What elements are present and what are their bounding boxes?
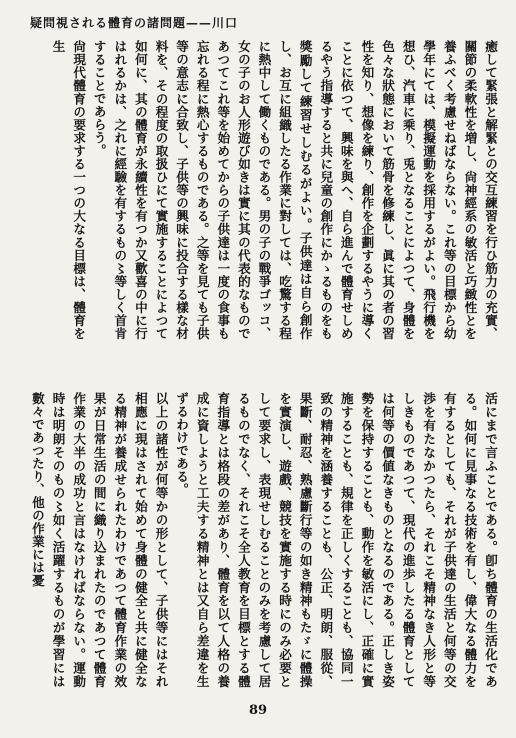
lower-vertical-text xyxy=(18,392,500,688)
paragraph: 活にまで言ふことである。卽ち體育の生活化である。如何に見事なる技術を有し、偉大なる體力を有するとしても、それが子供達の生活と何等の交渉を有たなかつたら、それこそ精神なき人形と等しきものであつて、現代の進歩したる體育としては何等の價値なきものとなるのである。正しき姿勢を保持することも、動作を敏活にし、正確に實施することも、規律を正しくすることも、協同一致の精神を涵養することも、公正、明朗、服從、果斷、耐忍、熟慮斷行等の如き精神もたゞに體操を實演し、遊戲、競技を實施する時にのみ必要として要求し、表現せしむることのみを考慮して居るものでなく、それこそ全人教育を目標とする體育指導とは格段の差があり、體育を以て人格の養成に資しようと工夫する精神とは又自ら差違を生ずるわけである。 xyxy=(174,392,498,688)
paragraph: 以上の諸性が何等かの形として、子供等にはそれ相應に現はされて始めて身體の健全と共に健全なる精神が養成せられたわけであつて體育作業の效果が日常生活の間に織り込まれたのであつて體育作業の大半の成功と言はなければならない。運動時は明朗そのもの〻如く活躍するものが學習には數々であつたり、他の作業には憂 xyxy=(29,392,169,688)
upper-vertical-text xyxy=(18,40,500,340)
paragraph: 癒して緊張と解緊との交互練習を行ひ筋力の充實、關節の柔軟性を増し、尙神經系の敏活と巧緻性とを養ふべく考慮せねばならない。これ等の目標から幼學年にては、模擬運動を採用するがよい。飛行機を想ひ、汽車に乘り、兎となることによつて、身體を色々な狀態において筋骨を修練し、眞に其の者の習性を知り、想像を練り、創作を企劃するやうに導くことに依つて、興味を與へ、自ら進んで體育せしめるやう指導すると共に兒童の創作にかゝるものをも獎勵して練習せしむるがよい。子供達は自ら創作し、お互に組織したる作業に對しては、吃驚する程に熱中して働くものである。男の子の戰爭ゴッコ、女の子のお人形遊び如きは實に其の代表的なものであつてこれ等を始めてからの子供達は一度の食事も忘れる程に熱心するものである。之等を見ても子供等の意志に合致し、子供等の興味に投合する樣な材料を、その程度の取扱ひにて實施することによつて如何に、其の體育が永續性を有つか又歡喜の中に行はれるかは、之れに經驗を有するもの〻等しく首肯することであらう。 xyxy=(91,40,498,340)
running-header: 疑問視される體育の諸問題——川口 xyxy=(30,16,239,30)
page-number: 89 xyxy=(248,703,268,718)
paragraph: 尙現代體育の要求する一つの大なる目標は、體育を生 xyxy=(50,40,87,340)
upper-text-block xyxy=(18,40,500,340)
lower-text-block xyxy=(18,392,500,688)
